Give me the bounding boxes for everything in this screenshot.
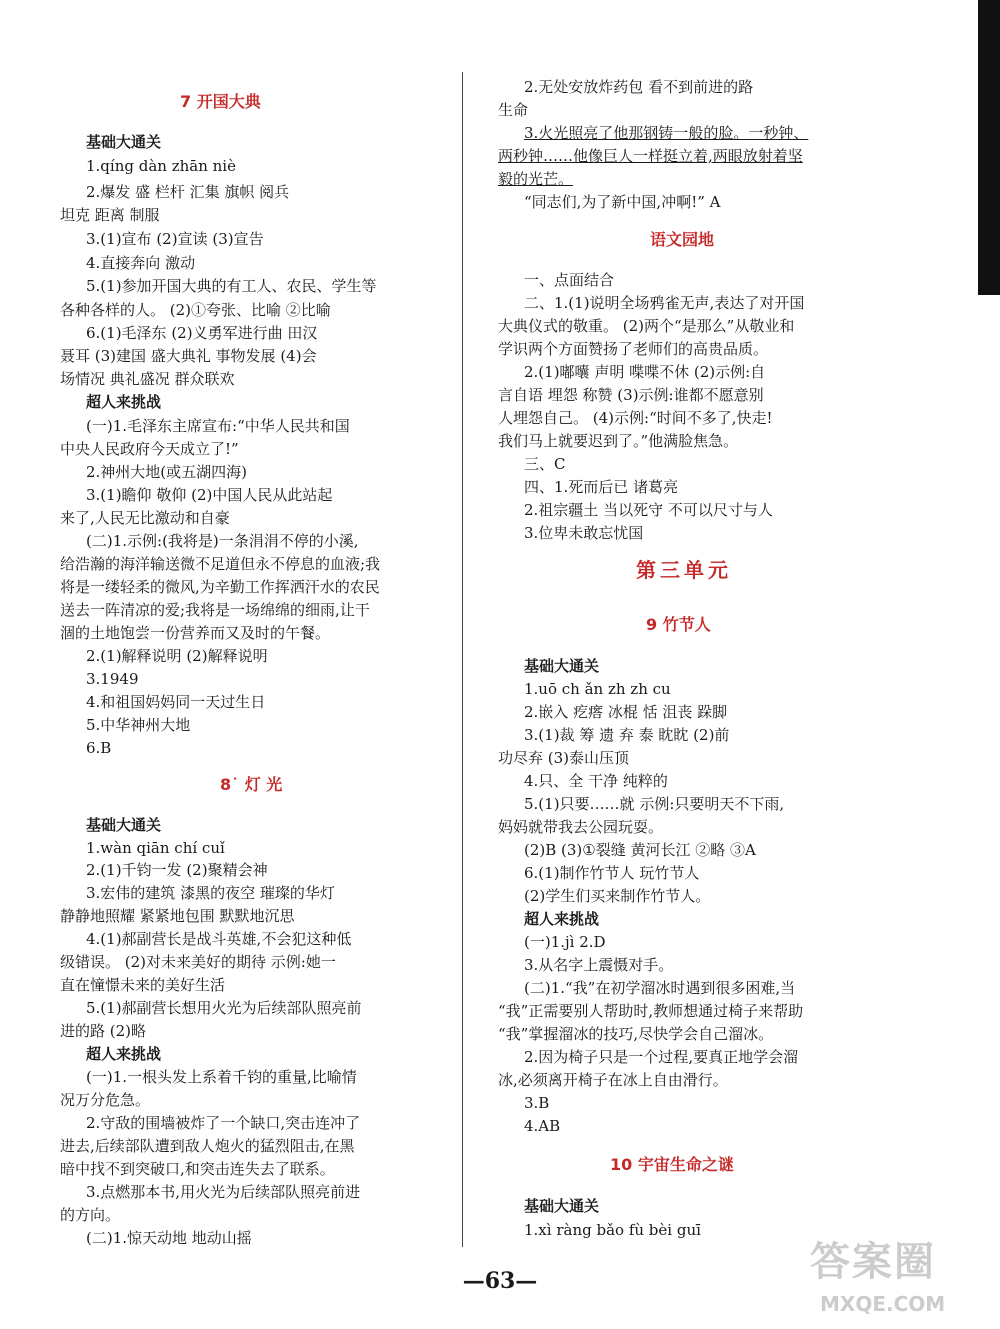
text-line: “我”掌握溜冰的技巧,尽快学会自己溜冰。 [498,1025,774,1043]
text-line: 4.AB [524,1117,561,1135]
text-line: 送去一阵清凉的爱;我将是一场绵绵的细雨,让干 [60,601,370,619]
text-line: 2.因为椅子只是一个过程,要真正地学会溜 [524,1048,799,1066]
text-line: 聂耳 (3)建国 盛大典礼 事物发展 (4)会 [60,347,317,365]
page-edge-bar [978,0,1000,295]
text-line: 涸的土地饱尝一份营养而又及时的午餐。 [60,624,331,642]
text-line: 言自语 埋怨 称赞 (3)示例:谁都不愿意别 [498,386,764,404]
text-line: 毅的光芒。 [498,170,574,188]
text-line: 3.点燃那本书,用火光为后续部队照亮前进 [86,1183,361,1201]
section-heading: 第三单元 [636,558,732,582]
section-heading: 10 宇宙生命之谜 [610,1155,734,1174]
text-line: 3.(1)裁 筹 遗 弃 泰 眈眈 (2)前 [524,726,730,744]
text-line: 功尽弃 (3)泰山压顶 [498,749,630,767]
text-line: 大典仪式的敬重。 (2)两个“是那么”从敬业和 [498,317,795,335]
text-line: “我”正需要别人帮助时,教师想通过椅子来帮助 [498,1002,804,1020]
section-heading: 9 竹节人 [646,615,711,634]
text-line: 我们马上就要迟到了。”他满脸焦急。 [498,432,739,450]
text-line: 暗中找不到突破口,和突击连失去了联系。 [60,1160,335,1178]
text-line: 4.只、全 干净 纯粹的 [524,772,668,790]
text-line: 两秒钟……他像巨人一样挺立着,两眼放射着坚 [498,147,803,165]
text-line: 级错误。 (2)对未来美好的期待 示例:她一 [60,953,336,971]
text-line: 3.(1)瞻仰 敬仰 (2)中国人民从此站起 [86,486,333,504]
text-line: 6.(1)毛泽东 (2)义勇军进行曲 田汉 [86,324,318,342]
text-line: 3.位卑未敢忘忧国 [524,524,644,542]
text-line: 3.宏伟的建筑 漆黑的夜空 璀璨的华灯 [86,884,335,902]
text-line: 进的路 (2)略 [60,1022,147,1040]
text-line: 生命 [498,101,529,119]
text-line: 2.嵌入 疙瘩 冰棍 恬 沮丧 跺脚 [524,703,728,721]
text-line: 基础大通关 [86,816,162,834]
text-line: 3.B [524,1094,550,1112]
text-line: 直在憧憬未来的美好生活 [60,976,226,994]
text-line: 2.(1)千钧一发 (2)聚精会神 [86,861,268,879]
text-line: 人埋怨自己。 (4)示例:“时间不多了,快走! [498,409,773,427]
text-line: 基础大通关 [524,1197,600,1215]
section-heading: 语文园地 [650,230,715,249]
text-line: 超人来挑战 [86,1045,162,1063]
text-line: 3.从名字上震慑对手。 [524,956,674,974]
text-line: 3.(1)宣布 (2)宣读 (3)宣告 [86,230,264,248]
text-line: 1.xì ràng bǎo fù bèi guī [524,1221,701,1239]
text-line: 2.守敌的围墙被炸了一个缺口,突击连冲了 [86,1114,361,1132]
section-heading: 7 开国大典 [180,92,261,111]
text-line: 妈妈就带我去公园玩耍。 [498,818,664,836]
text-line: 2.无处安放炸药包 看不到前进的路 [524,78,754,96]
text-line: (一)1.毛泽东主席宣布:“中华人民共和国 [86,417,350,435]
text-line: 四、1.死而后已 诸葛亮 [524,478,679,496]
text-line: (二)1.惊天动地 地动山摇 [86,1229,252,1247]
text-line: 2.爆发 盛 栏杆 汇集 旗帜 阅兵 [86,183,290,201]
text-line: 6.(1)制作竹节人 玩竹节人 [524,864,700,882]
text-line: 基础大通关 [86,133,162,151]
watermark-url: MXQE.COM [820,1292,946,1316]
text-line: (二)1.示例:(我将是)一条涓涓不停的小溪, [86,532,359,550]
text-line: 学识两个方面赞扬了老师们的高贵品质。 [498,340,769,358]
text-line: 超人来挑战 [524,910,600,928]
column-divider [462,72,463,1247]
watermark [790,1230,990,1325]
section-heading: 8˙ 灯 光 [220,775,283,794]
text-line: (一)1.一根头发上系着千钧的重量,比喻情 [86,1068,357,1086]
text-line: 静静地照耀 紧紧地包围 默默地沉思 [60,907,295,925]
text-line: 三、C [524,455,566,473]
text-line: 中央人民政府今天成立了!” [60,440,239,458]
text-line: 4.直接奔向 激动 [86,254,196,272]
text-line: 来了,人民无比激动和自豪 [60,509,230,527]
text-line: 各种各样的人。 (2)①夸张、比喻 ②比喻 [60,301,331,319]
text-line: 4.和祖国妈妈同一天过生日 [86,693,266,711]
text-line: 4.(1)郝副营长是战斗英雄,不会犯这种低 [86,930,352,948]
text-line: (2)B (3)①裂缝 黄河长江 ②略 ③A [524,841,756,859]
text-line: 5.中华神州大地 [86,716,191,734]
text-line: 的方向。 [60,1206,121,1224]
text-line: 基础大通关 [524,657,600,675]
text-line: 2.(1)嘟囔 声明 喋喋不休 (2)示例:自 [524,363,766,381]
watermark-logo-text: 答案圈 [810,1239,936,1285]
text-line: 超人来挑战 [86,393,162,411]
text-line: 坦克 距离 制服 [60,206,160,224]
text-line: 6.B [86,739,112,757]
text-line: (2)学生们买来制作竹节人。 [524,887,711,905]
text-line: 1.wàn qiān chí cuǐ [86,839,225,857]
text-line: 场情况 典礼盛况 群众联欢 [60,370,235,388]
text-line: 5.(1)参加开国大典的有工人、农民、学生等 [86,277,377,295]
text-line: “同志们,为了新中国,冲啊!” A [524,193,721,211]
text-line: 3.火光照亮了他那钢铸一般的脸。一秒钟、 [524,124,809,142]
text-line: 1.uō ch ǎn zh zh cu [524,680,671,698]
text-line: 二、1.(1)说明全场鸦雀无声,表达了对开国 [524,294,805,312]
text-line: 况万分危急。 [60,1091,151,1109]
text-line: 5.(1)只要……就 示例:只要明天不下雨, [524,795,785,813]
text-line: 2.(1)解释说明 (2)解释说明 [86,647,268,665]
text-line: 将是一缕轻柔的微风,为辛勤工作挥洒汗水的农民 [60,578,380,596]
text-line: 给浩瀚的海洋输送微不足道但永不停息的血液;我 [60,555,381,573]
text-line: 一、点面结合 [524,271,615,289]
text-line: 5.(1)郝副营长想用火光为后续部队照亮前 [86,999,362,1017]
text-line: 2.祖宗疆土 当以死守 不可以尺寸与人 [524,501,773,519]
text-line: (二)1.“我”在初学溜冰时遇到很多困难,当 [524,979,796,997]
text-line: 冰,必须离开椅子在冰上自由滑行。 [498,1071,728,1089]
text-line: 1.qíng dàn zhān niè [86,157,236,175]
text-line: 3.1949 [86,670,139,688]
text-line: (一)1.jì 2.D [524,933,606,951]
text-line: 2.神州大地(或五湖四海) [86,463,248,481]
text-line: 进去,后续部队遭到敌人炮火的猛烈阻击,在黑 [60,1137,355,1155]
page-number: —63— [462,1268,538,1294]
